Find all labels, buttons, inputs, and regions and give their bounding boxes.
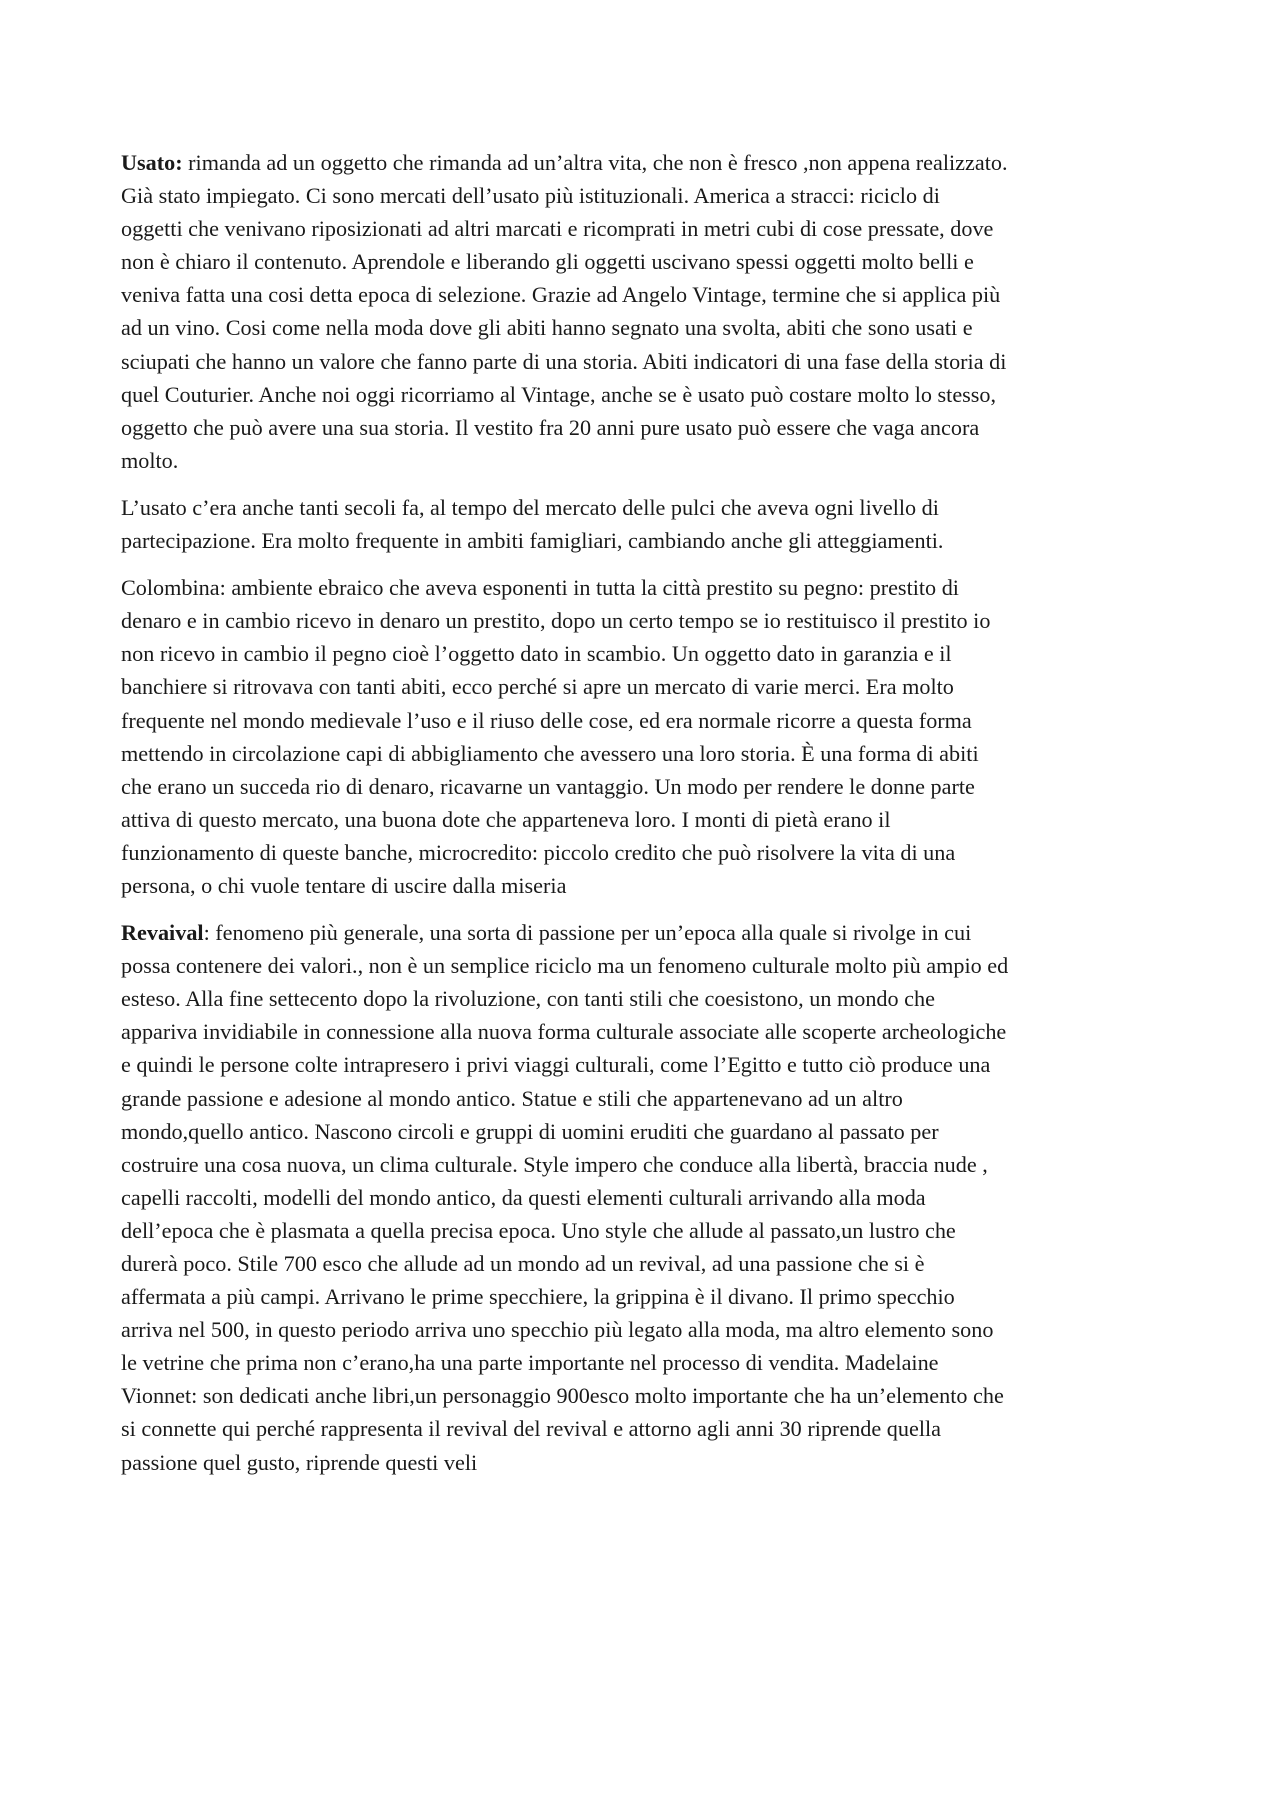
paragraph-term: Revaival <box>121 920 204 946</box>
text-line: sciupati che hanno un valore che fanno parte di una storia. Abiti indicatori di una fase della storia di <box>121 348 1007 374</box>
paragraph <box>121 571 1166 902</box>
text-line: denaro e in cambio ricevo in denaro un prestito, dopo un certo tempo se io restituisco il prestito io <box>121 608 991 634</box>
text-line: funzionamento di queste banche, microcredito: piccolo credito che può risolvere la vita di una <box>121 839 956 865</box>
text-line: mettendo in circolazione capi di abbigliamento che avessero una loro storia. È una forma di abiti <box>121 740 979 766</box>
paragraph <box>121 491 1166 557</box>
text-line: si connette qui perché rappresenta il revival del revival e attorno agli anni 30 riprende quella <box>121 1416 941 1442</box>
text-line: arriva nel 500, in questo periodo arriva uno specchio più legato alla moda, ma altro elemento sono <box>121 1317 994 1343</box>
paragraph-term: Usato: <box>121 150 183 175</box>
text-line: veniva fatta una cosi detta epoca di selezione. Grazie ad Angelo Vintage, termine che si applica più <box>121 282 1001 308</box>
text-line: quel Couturier. Anche noi oggi ricorriamo al Vintage, anche se è usato può costare molto lo stesso, <box>121 381 997 407</box>
text-line: ad un vino. Cosi come nella moda dove gli abiti hanno segnato una svolta, abiti che sono usati e <box>121 315 973 341</box>
document-body <box>121 146 1166 1493</box>
text-line: possa contenere dei valori., non è un semplice riciclo ma un fenomeno culturale molto più ampio ed <box>121 953 1009 979</box>
text-line: Già stato impiegato. Ci sono mercati dell’usato più istituzionali. America a stracci: riciclo di <box>121 183 940 209</box>
text-line: : fenomeno più generale, una sorta di passione per un’epoca alla quale si rivolge in cui <box>203 920 972 946</box>
text-line: che erano un succeda rio di denaro, ricavarne un vantaggio. Un modo per rendere le donne parte <box>121 773 975 799</box>
paragraph <box>121 916 1166 1479</box>
text-line: rimanda ad un oggetto che rimanda ad un’altra vita, che non è fresco ,non appena realizzato. <box>182 150 1008 175</box>
paragraph <box>121 146 1166 477</box>
text-line: appariva invidiabile in connessione alla nuova forma culturale associate alle scoperte archeologiche <box>121 1019 1007 1045</box>
text-line: partecipazione. Era molto frequente in ambiti famigliari, cambiando anche gli atteggiamenti. <box>121 528 944 554</box>
text-line: passione quel gusto, riprende questi veli <box>121 1449 478 1475</box>
text-line: non è chiaro il contenuto. Aprendole e liberando gli oggetti uscivano spessi oggetti molto belli e <box>121 249 974 275</box>
text-line: banchiere si ritrovava con tanti abiti, ecco perché si apre un mercato di varie merci. Era molto <box>121 674 954 700</box>
text-line: Colombina: ambiente ebraico che aveva esponenti in tutta la città prestito su pegno: prestito di <box>121 575 959 601</box>
text-line: grande passione e adesione al mondo antico. Statue e stili che appartenevano ad un altro <box>121 1085 903 1111</box>
text-line: non ricevo in cambio il pegno cioè l’oggetto dato in scambio. Un oggetto dato in garanzia e il <box>121 641 952 667</box>
text-line: mondo,quello antico. Nascono circoli e gruppi di uomini eruditi che guardano al passato per <box>121 1118 939 1144</box>
text-line: Vionnet: son dedicati anche libri,un personaggio 900esco molto importante che ha un’elemento che <box>121 1383 1004 1409</box>
text-line: capelli raccolti, modelli del mondo antico, da questi elementi culturali arrivando alla moda <box>121 1184 926 1210</box>
text-line: esteso. Alla fine settecento dopo la rivoluzione, con tanti stili che coesistono, un mondo che <box>121 986 935 1012</box>
text-line: L’usato c’era anche tanti secoli fa, al tempo del mercato delle pulci che aveva ogni livello di <box>121 494 939 520</box>
text-line: dell’epoca che è plasmata a quella precisa epoca. Uno style che allude al passato,un lustro che <box>121 1217 956 1243</box>
text-line: affermata a più campi. Arrivano le prime specchiere, la grippina è il divano. Il primo specchio <box>121 1284 955 1310</box>
text-line: frequente nel mondo medievale l’uso e il riuso delle cose, ed era normale ricorre a questa forma <box>121 707 972 733</box>
text-line: oggetto che può avere una sua storia. Il vestito fra 20 anni pure usato può essere che vaga ancora <box>121 414 980 440</box>
text-line: costruire una cosa nuova, un clima culturale. Style impero che conduce alla libertà, braccia nude , <box>121 1151 988 1177</box>
text-line: molto. <box>121 447 179 473</box>
text-line: persona, o chi vuole tentare di uscire dalla miseria <box>121 872 567 898</box>
text-line: e quindi le persone colte intrapresero i privi viaggi culturali, come l’Egitto e tutto ciò produce una <box>121 1052 991 1078</box>
text-line: oggetti che venivano riposizionati ad altri marcati e ricomprati in metri cubi di cose pressate, dove <box>121 216 994 242</box>
text-line: durerà poco. Stile 700 esco che allude ad un mondo ad un revival, ad una passione che si è <box>121 1251 925 1276</box>
text-line: le vetrine che prima non c’erano,ha una parte importante nel processo di vendita. Madelaine <box>121 1350 939 1376</box>
text-line: attiva di questo mercato, una buona dote che apparteneva loro. I monti di pietà erano il <box>121 806 891 832</box>
